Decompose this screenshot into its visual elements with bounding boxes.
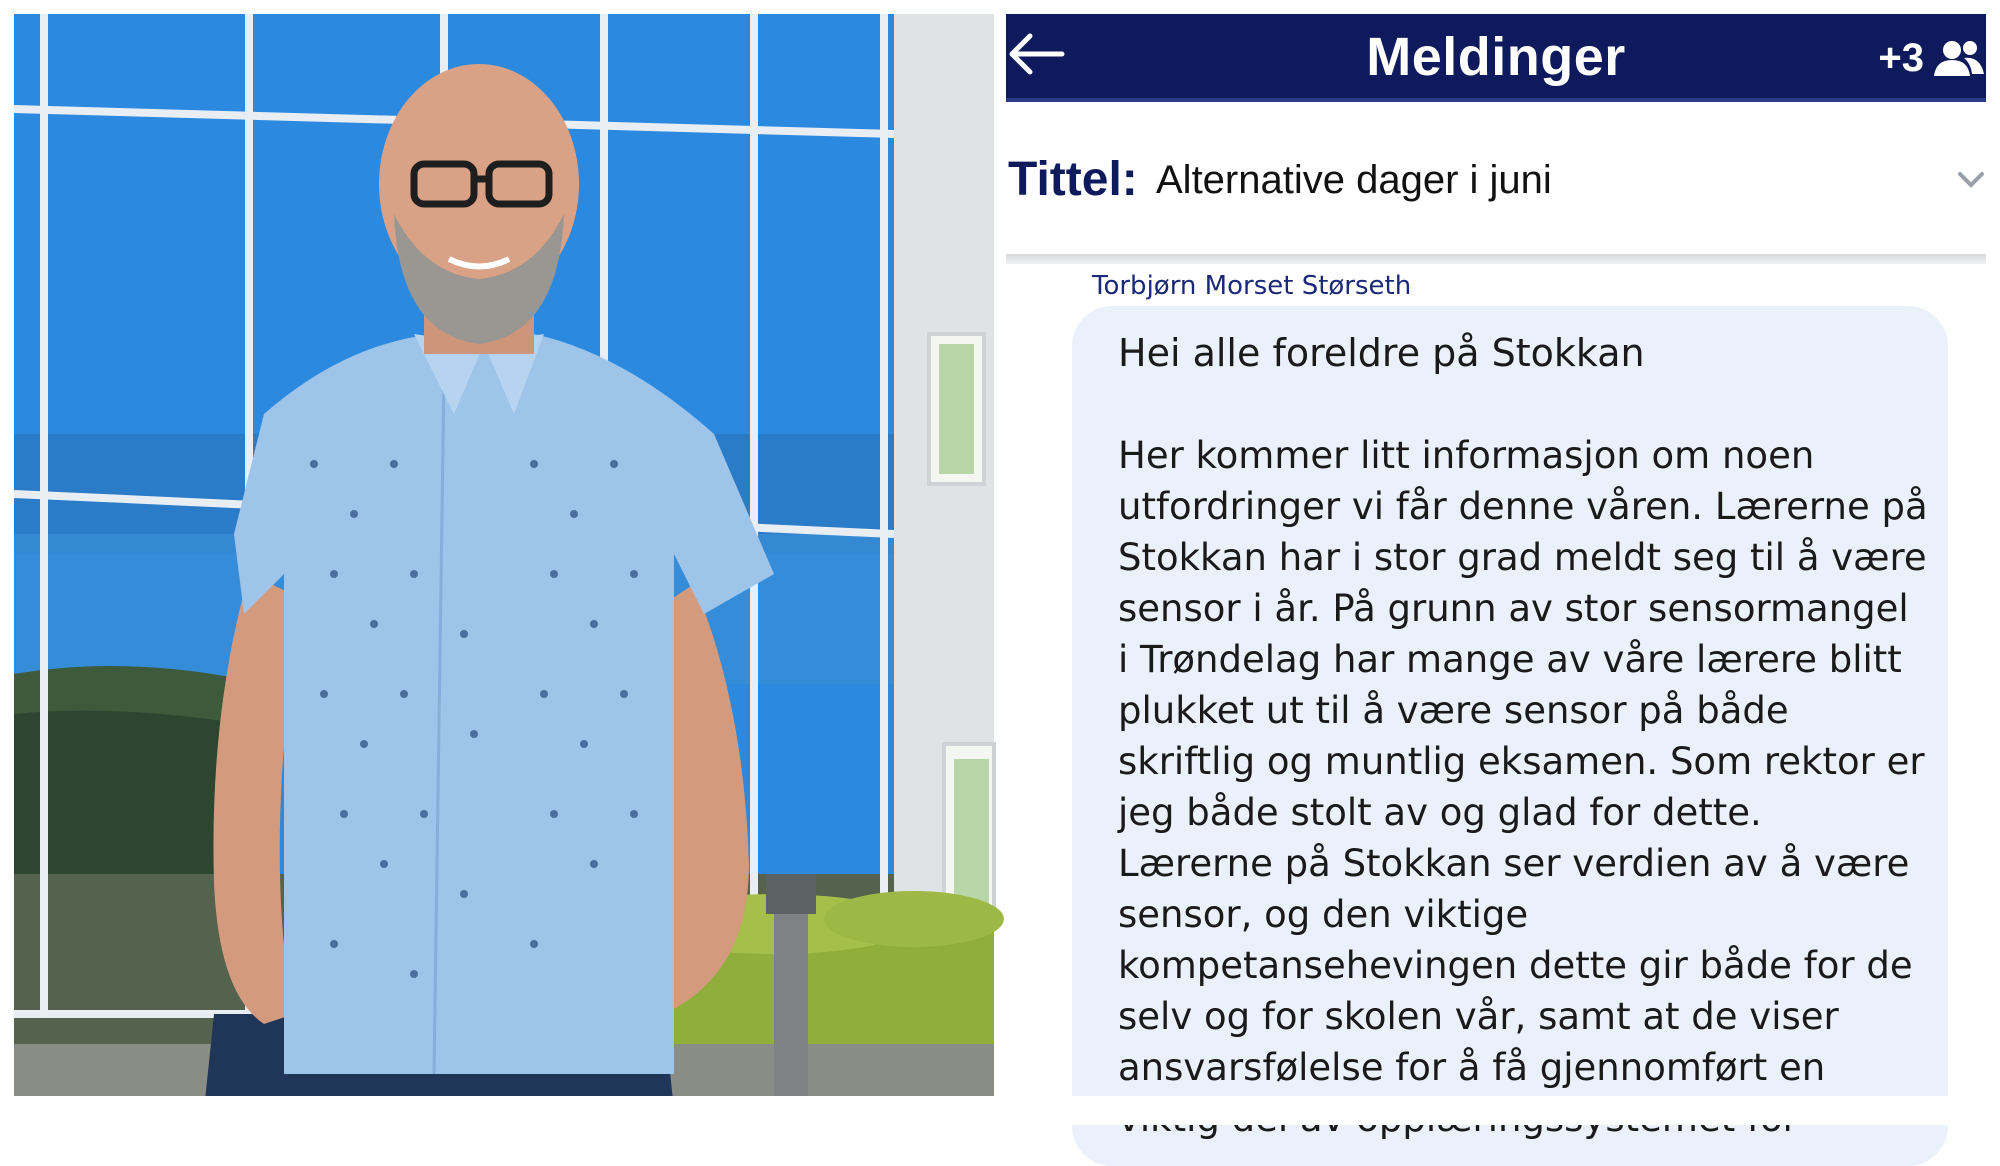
sender-name: Torbjørn Morset Størseth [1092,271,1412,301]
portrait-illustration [14,14,994,1110]
divider [1006,254,1986,264]
chevron-down-icon[interactable] [1956,164,1986,194]
title-label: Tittel: [1008,153,1138,206]
messages-screen [1006,14,1986,1110]
top-app-bar [1006,14,1986,102]
portrait-photo [14,14,994,1110]
thread-title-row[interactable] [1006,102,1986,262]
title-value: Alternative dager i juni [1156,158,1552,202]
member-count: +3 [1878,35,1924,80]
members-button[interactable] [1878,30,1986,86]
people-icon [1930,38,1986,78]
bottom-border [0,1096,2000,1125]
message-greeting: Hei alle foreldre på Stokkan [1118,331,1645,375]
page-title: Meldinger [1366,27,1626,87]
message-body: Her kommer litt informasjon om noen utfordringer vi får denne våren. Lærerne på Stokkan har i stor grad meldt seg til å være sensor i år. På grunn av stor sensormangel i Trøndelag har mange av våre lærere blitt plukket ut til å være sensor på både skriftlig og muntlig eksamen. Som rektor er jeg både stolt av og glad for dette. Lærerne på Stokkan ser verdien av å være sensor, og den viktige kompetansehevingen dette gir både for de selv og for skolen vår, samt at de viser ansvarsfølelse for å få gjennomført en [1118,434,1928,1089]
message-bubble[interactable] [1072,306,1948,1166]
